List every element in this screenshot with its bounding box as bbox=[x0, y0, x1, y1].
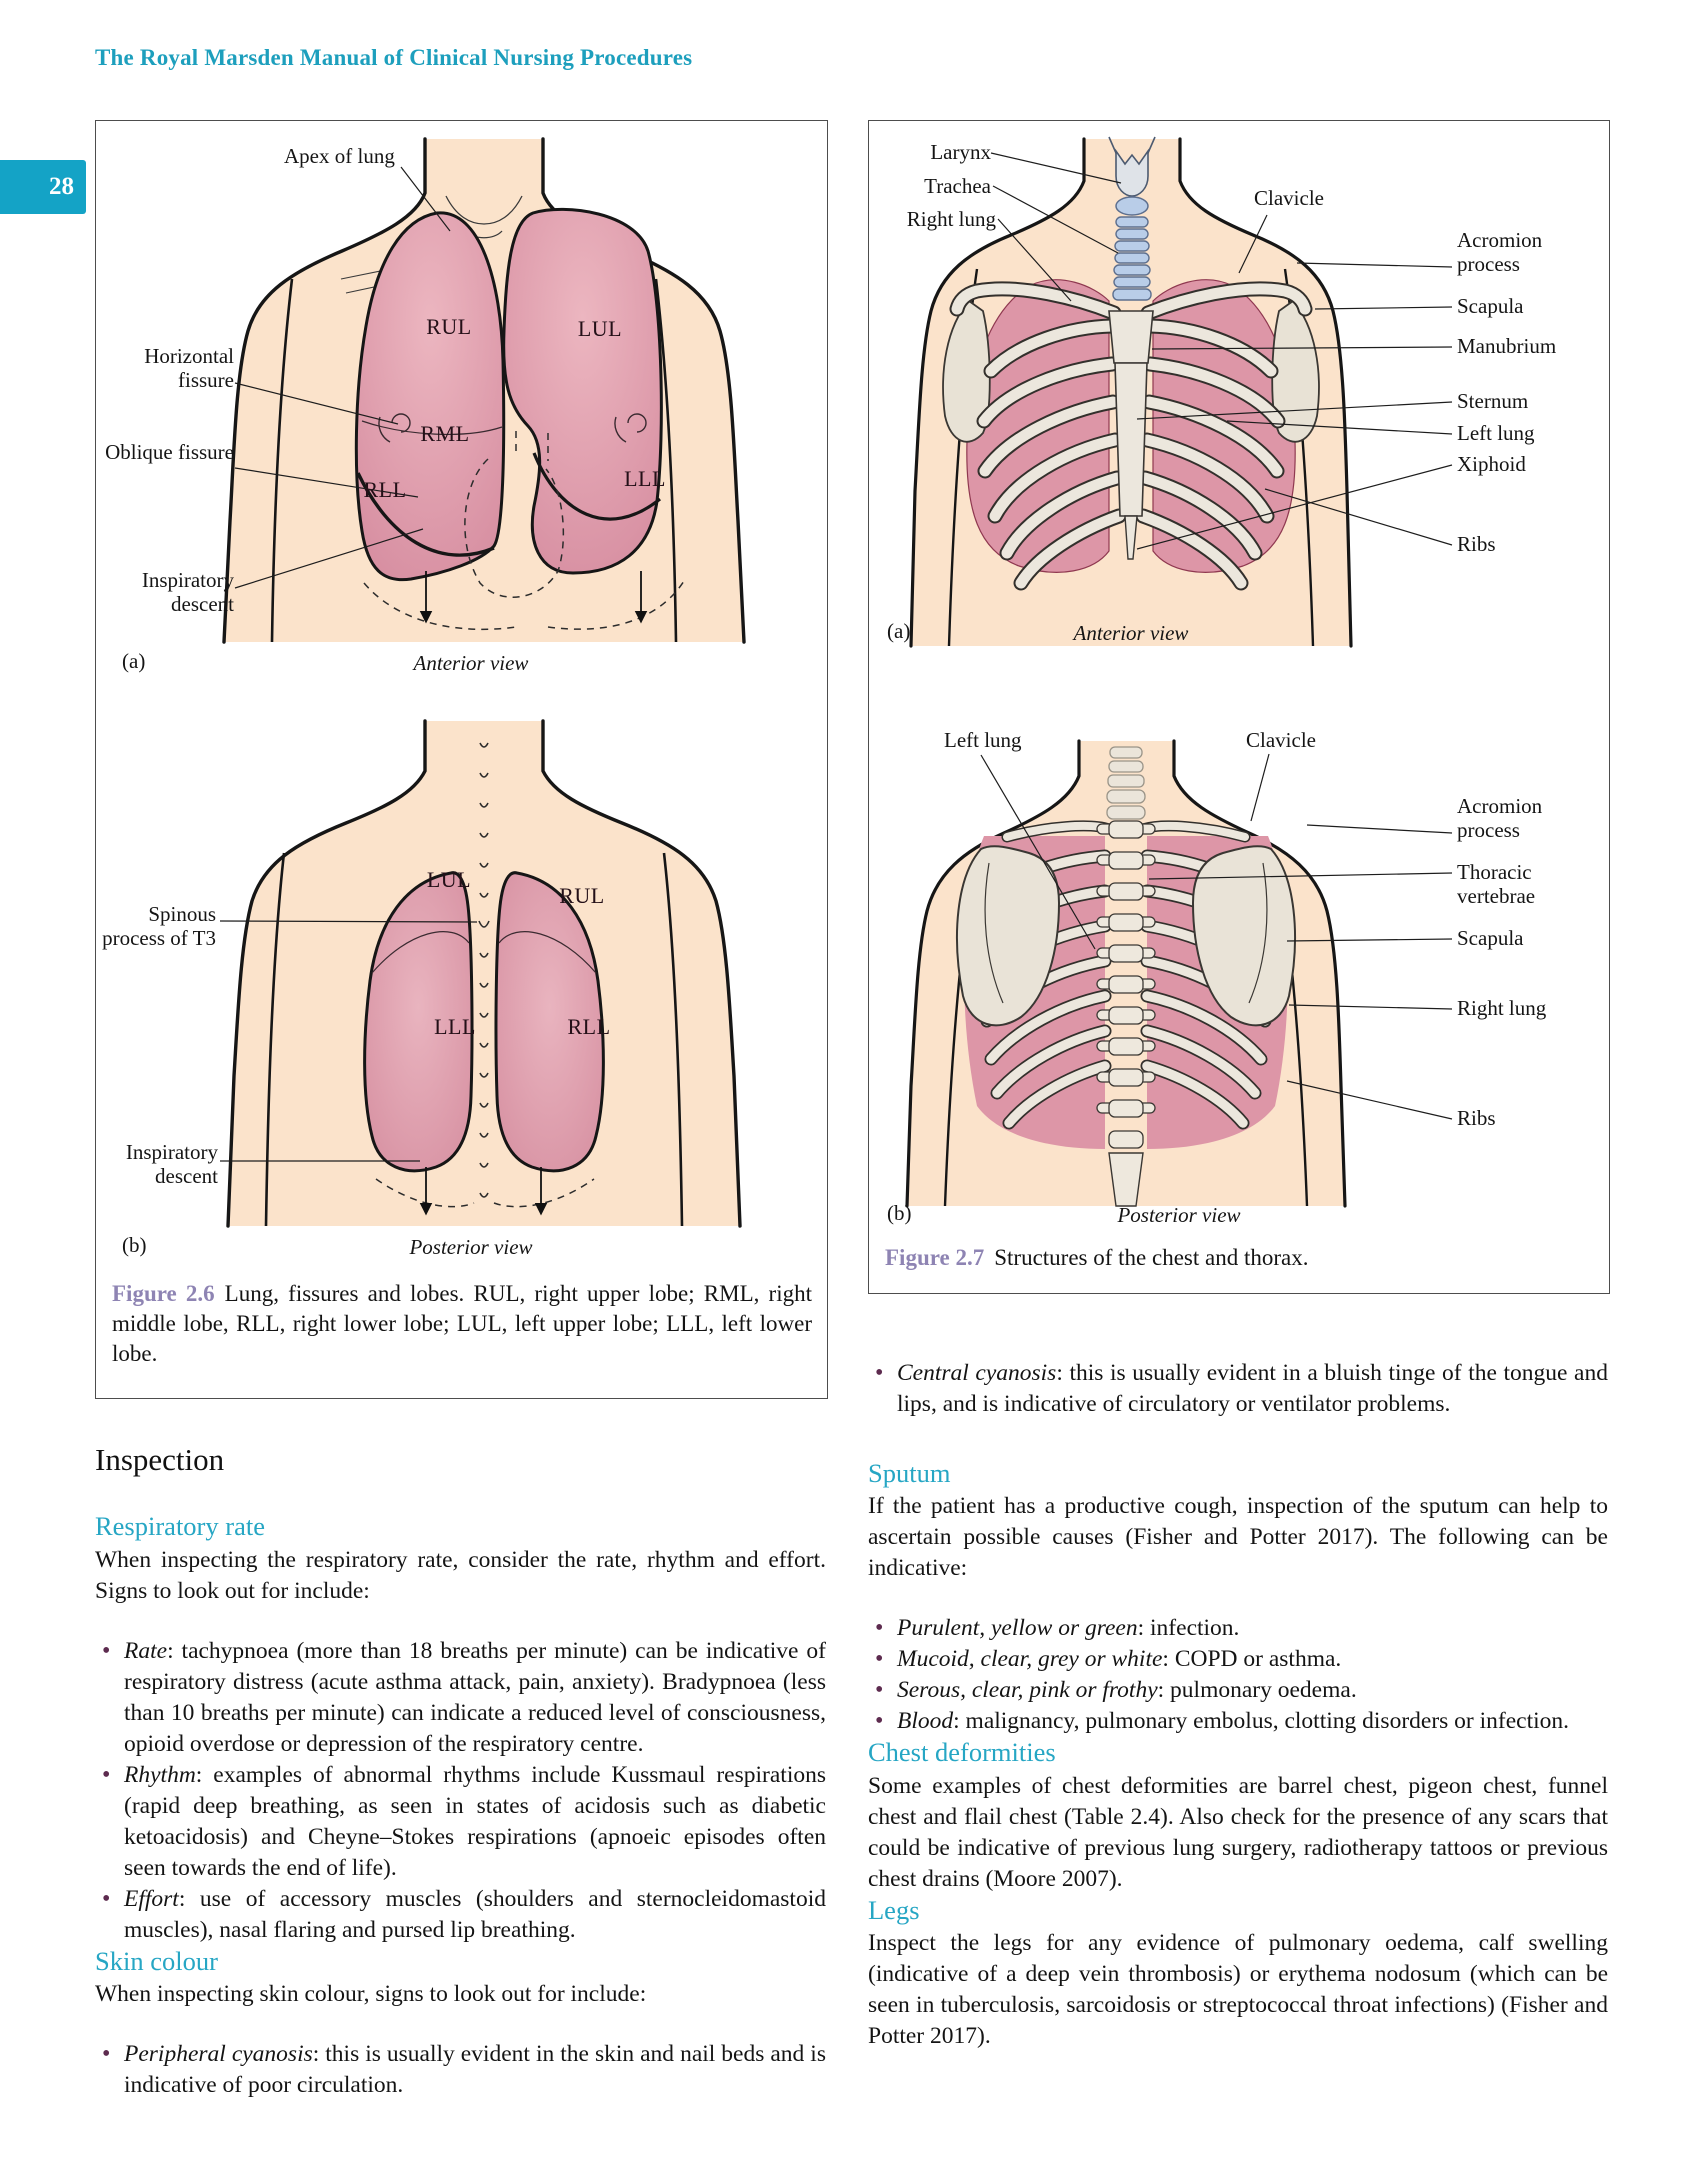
figure-2-6-caption-text: Lung, fissures and lobes. RUL, right upper lobe; RML, right middle lobe, RLL, right lower lobe; LUL, left upper lobe; LLL, left lower lobe. bbox=[112, 1281, 812, 1366]
panel-letter-b-27: (b) bbox=[887, 1201, 912, 1225]
heading-legs: Legs bbox=[868, 1894, 920, 1925]
label-clavicle-anterior: Clavicle bbox=[1254, 186, 1324, 210]
book-title: The Royal Marsden Manual of Clinical Nursing Procedures bbox=[95, 45, 693, 70]
legs-body: Inspect the legs for any evidence of pulmonary oedema, calf swelling (indicative of a deep vein thrombosis) or erythema nodosum (which can be seen in tuberculosis, sarcoidosis or streptococcal throat infections) (Fisher and Potter 2017). bbox=[868, 1930, 1608, 2050]
figure-2-7-caption bbox=[885, 1243, 1591, 1273]
label-rul-posterior: RUL bbox=[559, 883, 605, 908]
bullet-text: : tachypnoea (more than 18 breaths per minute) can be indicative of respiratory distress (acute asthma attack, pain, anxiety). Bradypnoea (less than 10 breaths per minute) can indicate a reduced level of consciousness, opioid overdose or depression of the respiratory centre. bbox=[124, 1637, 826, 1757]
label-inspiratory-descent-a: Inspiratory descent bbox=[141, 568, 234, 616]
list-item bbox=[868, 1706, 1608, 1737]
skin-bullet-list bbox=[95, 2039, 826, 2101]
label-right-lung-posterior: Right lung bbox=[1457, 996, 1547, 1020]
label-rul-anterior: RUL bbox=[426, 314, 472, 339]
sputum-bullet-list bbox=[868, 1613, 1608, 1737]
bullet-lead: Mucoid, clear, grey or white bbox=[897, 1646, 1163, 1673]
anterior-torso bbox=[224, 139, 744, 642]
anterior-view-label: Anterior view bbox=[413, 651, 529, 675]
list-item bbox=[868, 1358, 1608, 1420]
figure-2-7-caption-text: Structures of the chest and thorax. bbox=[994, 1245, 1309, 1270]
skin-intro: When inspecting skin colour, signs to look out for include: bbox=[95, 1981, 647, 2008]
list-item bbox=[95, 1636, 826, 1760]
label-larynx: Larynx bbox=[930, 140, 991, 164]
heading-skin-colour: Skin colour bbox=[95, 1945, 218, 1976]
bullet-text: : pulmonary oedema. bbox=[1157, 1677, 1357, 1704]
label-ribs-anterior: Ribs bbox=[1457, 532, 1496, 556]
bullet-lead: Rhythm bbox=[124, 1761, 196, 1788]
list-item bbox=[868, 1613, 1608, 1644]
label-oblique-fissure: Oblique fissure bbox=[105, 440, 234, 464]
bullet-lead: Rate bbox=[124, 1637, 168, 1664]
label-apex-of-lung: Apex of lung bbox=[284, 144, 395, 168]
label-trachea: Trachea bbox=[924, 174, 991, 198]
bullet-lead: Central cyanosis bbox=[897, 1360, 1057, 1386]
label-left-lung-posterior: Left lung bbox=[944, 728, 1022, 752]
label-rll-anterior: RLL bbox=[363, 477, 407, 502]
sputum-intro: If the patient has a productive cough, inspection of the sputum can help to ascertain possible causes (Fisher and Potter 2017). The following can be indicative: bbox=[868, 1493, 1608, 1582]
figure-2-6-caption-label: Figure 2.6 bbox=[112, 1281, 215, 1306]
bullet-text: : examples of abnormal rhythms include Kussmaul respirations (rapid deep breathing, as seen in states of acidosis such as diabetic ketoacidosis) and Cheyne–Stokes respirations (apnoeic episodes often seen towards the end of life). bbox=[124, 1761, 826, 1881]
list-item bbox=[868, 1644, 1608, 1675]
label-lll-posterior: LLL bbox=[434, 1014, 476, 1039]
label-lll-anterior: LLL bbox=[624, 466, 666, 491]
label-inspiratory-descent-b: Inspiratory descent bbox=[125, 1140, 218, 1188]
label-scapula-anterior: Scapula bbox=[1457, 294, 1524, 318]
panel-letter-b: (b) bbox=[122, 1233, 147, 1257]
panel-letter-a-27: (a) bbox=[887, 619, 911, 643]
heading-chest-deformities: Chest deformities bbox=[868, 1737, 1056, 1768]
label-sternum: Sternum bbox=[1457, 389, 1529, 413]
label-left-lung-anterior: Left lung bbox=[1457, 421, 1535, 445]
figure-2-6 bbox=[95, 120, 828, 1399]
list-item bbox=[95, 1884, 826, 1946]
bullet-text: : malignancy, pulmonary embolus, clotting disorders or infection. bbox=[953, 1708, 1570, 1735]
left-text-column bbox=[95, 1443, 826, 2101]
right-text-column bbox=[868, 1358, 1608, 2052]
label-spinous-process: Spinous process of T3 bbox=[102, 902, 216, 950]
bullet-text: : this is usually evident in a bluish tinge of the tongue and lips, and is indicative of circulatory or ventilator problems. bbox=[897, 1360, 1608, 1417]
respiratory-intro: When inspecting the respiratory rate, consider the rate, rhythm and effort. Signs to look out for include: bbox=[95, 1546, 826, 1604]
figure-2-7 bbox=[868, 120, 1610, 1294]
chest-deformities-body: Some examples of chest deformities are barrel chest, pigeon chest, funnel chest and flail chest (Table 2.4). Also check for the presence of any scars that could be indicative of previous lung surgery, radiotherapy tattoos or previous chest drains (Moore 2007). bbox=[868, 1772, 1608, 1892]
figure-2-7-caption-label: Figure 2.7 bbox=[885, 1245, 985, 1270]
label-thoracic-vertebrae: Thoracic vertebrae bbox=[1457, 860, 1536, 908]
posterior-skeleton bbox=[907, 741, 1452, 1206]
heading-sputum: Sputum bbox=[868, 1458, 951, 1488]
bullet-lead: Blood bbox=[897, 1708, 954, 1735]
cyanosis-bullet-list bbox=[868, 1358, 1608, 1420]
figure-2-6-caption bbox=[112, 1279, 812, 1369]
posterior-torso bbox=[220, 721, 740, 1226]
label-horizontal-fissure: Horizontal fissure bbox=[144, 344, 234, 392]
posterior-view-label-27: Posterior view bbox=[1117, 1203, 1241, 1227]
label-xiphoid: Xiphoid bbox=[1457, 452, 1526, 476]
list-item bbox=[95, 1760, 826, 1884]
label-scapula-posterior: Scapula bbox=[1457, 926, 1524, 950]
bullet-lead: Serous, clear, pink or frothy bbox=[897, 1677, 1158, 1704]
label-right-lung-anterior: Right lung bbox=[906, 207, 996, 231]
heading-respiratory-rate: Respiratory rate bbox=[95, 1511, 265, 1542]
section-title-inspection: Inspection bbox=[95, 1442, 225, 1477]
bullet-text: : COPD or asthma. bbox=[1162, 1646, 1342, 1673]
label-rml-anterior: RML bbox=[420, 421, 470, 446]
respiratory-bullet-list bbox=[95, 1636, 826, 1946]
list-item bbox=[868, 1675, 1608, 1706]
panel-letter-a: (a) bbox=[122, 649, 146, 673]
label-ribs-posterior: Ribs bbox=[1457, 1106, 1496, 1130]
bullet-lead: Effort bbox=[124, 1885, 179, 1912]
label-acromion-posterior: Acromion process bbox=[1457, 794, 1543, 842]
lung-lobes-illustration bbox=[96, 121, 827, 1398]
bullet-lead: Purulent, yellow or green bbox=[897, 1615, 1138, 1642]
label-lul-anterior: LUL bbox=[577, 316, 623, 341]
page-number-badge: 28 bbox=[0, 160, 86, 214]
label-clavicle-posterior: Clavicle bbox=[1246, 728, 1316, 752]
bullet-text: : infection. bbox=[1137, 1615, 1240, 1642]
label-manubrium: Manubrium bbox=[1457, 334, 1557, 358]
list-item bbox=[95, 2039, 826, 2101]
label-lul-posterior: LUL bbox=[426, 867, 472, 892]
bullet-text: : this is usually evident in the skin and nail beds and is indicative of poor circulation. bbox=[124, 2041, 826, 2099]
anterior-view-label-27: Anterior view bbox=[1073, 621, 1189, 645]
label-rll-posterior: RLL bbox=[567, 1014, 611, 1039]
posterior-view-label: Posterior view bbox=[409, 1235, 533, 1259]
bullet-text: : use of accessory muscles (shoulders and sternocleidomastoid muscles), nasal flaring and pursed lip breathing. bbox=[124, 1885, 826, 1943]
bullet-lead: Peripheral cyanosis bbox=[124, 2041, 313, 2068]
label-acromion-anterior: Acromion process bbox=[1457, 228, 1543, 276]
